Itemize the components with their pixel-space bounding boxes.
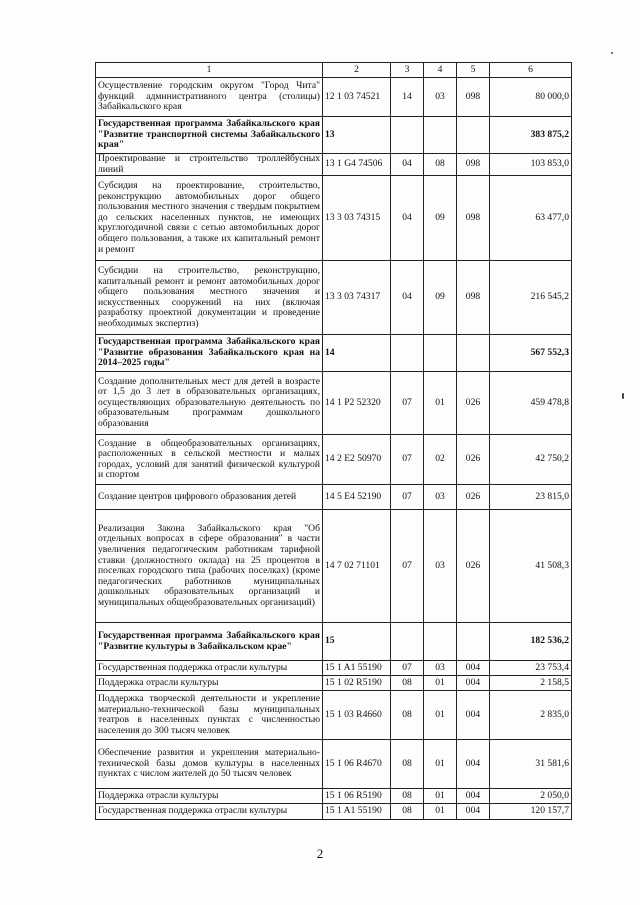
table-row [96, 435, 572, 485]
column-header: 2 [323, 63, 391, 78]
row-name-cell: Государственная программа Забайкальского края "Развитие культуры в Забайкальском крае" [96, 623, 323, 661]
row-amount-cell: 23 815,0 [490, 485, 572, 510]
row-code-cell: 14 [323, 335, 391, 372]
row-code-cell: 13 1 G4 74506 [323, 154, 391, 176]
row-subsection-cell [424, 335, 457, 372]
table-row [96, 740, 572, 789]
row-name-cell: Субсидия на проектирование, строительство, реконструкцию автомобильных дорог общего пользования местного значения с твердым покрытием до сельских населенных пунктов, не имеющих круглогодичной связи с сетью автомобильных дорог общего пользования, а также их капитальный ремонт и ремонт [96, 176, 323, 261]
row-code-cell: 13 3 03 74315 [323, 176, 391, 261]
row-code-cell: 15 1 06 R5190 [323, 789, 391, 804]
table-row [96, 176, 572, 261]
table-row [96, 804, 572, 820]
row-subsection-cell: 01 [424, 740, 457, 789]
row-subsection-cell [424, 117, 457, 154]
row-type-cell: 004 [457, 676, 490, 691]
table-row [96, 78, 572, 117]
row-subsection-cell [424, 623, 457, 661]
row-amount-cell: 383 875,2 [490, 117, 572, 154]
row-amount-cell: 2 835,0 [490, 691, 572, 740]
row-type-cell: 098 [457, 176, 490, 261]
table-row [96, 623, 572, 661]
row-section-cell: 04 [391, 154, 424, 176]
row-code-cell: 12 1 03 74521 [323, 78, 391, 117]
row-subsection-cell: 01 [424, 372, 457, 435]
table-row [96, 485, 572, 510]
table-row [96, 261, 572, 335]
row-amount-cell: 41 508,3 [490, 510, 572, 623]
row-code-cell: 15 1 06 R4670 [323, 740, 391, 789]
table-row [96, 676, 572, 691]
table-row [96, 691, 572, 740]
row-section-cell: 14 [391, 78, 424, 117]
row-code-cell: 15 1 A1 55190 [323, 661, 391, 676]
row-name-cell: Государственная поддержка отрасли культуры [96, 661, 323, 676]
row-code-cell: 15 1 A1 55190 [323, 804, 391, 820]
row-name-cell: Создание в общеобразовательных организациях, расположенных в сельской местности и малых городах, условий для занятий физической культурой и спортом [96, 435, 323, 485]
row-subsection-cell: 03 [424, 485, 457, 510]
table-row [96, 661, 572, 676]
row-name-cell: Поддержка отрасли культуры [96, 789, 323, 804]
row-amount-cell: 63 477,0 [490, 176, 572, 261]
row-subsection-cell: 01 [424, 691, 457, 740]
column-header: 6 [490, 63, 572, 78]
column-header: 1 [96, 63, 323, 78]
row-subsection-cell: 01 [424, 676, 457, 691]
row-code-cell: 15 1 03 R4660 [323, 691, 391, 740]
row-type-cell [457, 335, 490, 372]
row-subsection-cell: 01 [424, 789, 457, 804]
row-type-cell [457, 623, 490, 661]
row-code-cell: 14 1 P2 52320 [323, 372, 391, 435]
row-section-cell: 07 [391, 661, 424, 676]
row-type-cell: 004 [457, 804, 490, 820]
row-type-cell: 026 [457, 485, 490, 510]
column-header: 4 [424, 63, 457, 78]
table-row [96, 789, 572, 804]
row-amount-cell: 2 050,0 [490, 789, 572, 804]
row-section-cell: 07 [391, 485, 424, 510]
row-section-cell: 08 [391, 691, 424, 740]
row-code-cell: 15 1 02 R5190 [323, 676, 391, 691]
row-amount-cell: 120 157,7 [490, 804, 572, 820]
row-section-cell: 08 [391, 740, 424, 789]
row-subsection-cell: 09 [424, 261, 457, 335]
row-type-cell: 026 [457, 510, 490, 623]
row-type-cell: 004 [457, 740, 490, 789]
row-section-cell [391, 623, 424, 661]
row-amount-cell: 182 536,2 [490, 623, 572, 661]
row-subsection-cell: 03 [424, 661, 457, 676]
scan-speck [622, 393, 624, 399]
row-name-cell: Государственная программа Забайкальского края "Развитие транспортной системы Забайкальского края" [96, 117, 323, 154]
row-code-cell: 14 7 02 71101 [323, 510, 391, 623]
row-type-cell: 098 [457, 154, 490, 176]
row-name-cell: Поддержка творческой деятельности и укрепление материально-технической базы муниципальных театров в населенных пунктах с численностью населения до 300 тысяч человек [96, 691, 323, 740]
row-subsection-cell: 01 [424, 804, 457, 820]
row-code-cell: 14 2 E2 50970 [323, 435, 391, 485]
row-section-cell: 04 [391, 261, 424, 335]
table-body [96, 78, 572, 820]
row-name-cell: Реализация Закона Забайкальского края "Об отдельных вопросах в сфере образования" в части увеличения педагогическим работникам тарифной ставки (должностного оклада) на 25 процентов в поселках городского типа (рабочих поселках) (кроме педагогических работников муниципальных дошкольных образовательных организаций и муниципальных общеобразовательных организаций) [96, 510, 323, 623]
row-amount-cell: 31 581,6 [490, 740, 572, 789]
row-name-cell: Создание центров цифрового образования детей [96, 485, 323, 510]
row-type-cell: 026 [457, 372, 490, 435]
row-section-cell [391, 117, 424, 154]
row-type-cell: 004 [457, 661, 490, 676]
row-name-cell: Проектирование и строительство троллейбусных линий [96, 154, 323, 176]
row-type-cell [457, 117, 490, 154]
row-name-cell: Создание дополнительных мест для детей в возрасте от 1,5 до 3 лет в образовательных организациях, осуществляющих образовательную деятельность по образовательным программам дошкольного образования [96, 372, 323, 435]
page-number: 2 [316, 846, 324, 861]
row-name-cell: Обеспечение развития и укрепления материально-технической базы домов культуры в населенных пунктах с числом жителей до 50 тысяч человек [96, 740, 323, 789]
row-name-cell: Поддержка отрасли культуры [96, 676, 323, 691]
column-header: 3 [391, 63, 424, 78]
row-type-cell: 004 [457, 691, 490, 740]
row-subsection-cell: 03 [424, 510, 457, 623]
row-type-cell: 004 [457, 789, 490, 804]
row-section-cell: 08 [391, 676, 424, 691]
budget-table [95, 62, 572, 820]
row-code-cell: 14 5 E4 52190 [323, 485, 391, 510]
row-type-cell: 026 [457, 435, 490, 485]
row-type-cell: 098 [457, 78, 490, 117]
row-section-cell [391, 335, 424, 372]
row-amount-cell: 567 552,3 [490, 335, 572, 372]
row-amount-cell: 459 478,8 [490, 372, 572, 435]
row-section-cell: 04 [391, 176, 424, 261]
row-code-cell: 13 [323, 117, 391, 154]
row-subsection-cell: 08 [424, 154, 457, 176]
table-row [96, 510, 572, 623]
table-header-row [96, 63, 572, 78]
table-row [96, 335, 572, 372]
row-subsection-cell: 09 [424, 176, 457, 261]
row-section-cell: 07 [391, 372, 424, 435]
row-code-cell: 13 3 03 74317 [323, 261, 391, 335]
row-name-cell: Государственная программа Забайкальского края "Развитие образования Забайкальского края на 2014–2025 годы" [96, 335, 323, 372]
scan-speck [611, 52, 613, 54]
row-name-cell: Субсидии на строительство, реконструкцию, капитальный ремонт и ремонт автомобильных дорог общего пользования местного значения и искусственных сооружений на них (включая разработку проектной документации и проведение необходимых экспертиз) [96, 261, 323, 335]
table-row [96, 372, 572, 435]
row-section-cell: 07 [391, 510, 424, 623]
row-name-cell: Государственная поддержка отрасли культуры [96, 804, 323, 820]
row-subsection-cell: 03 [424, 78, 457, 117]
row-section-cell: 08 [391, 789, 424, 804]
row-amount-cell: 216 545,2 [490, 261, 572, 335]
row-section-cell: 08 [391, 804, 424, 820]
row-code-cell: 15 [323, 623, 391, 661]
row-subsection-cell: 02 [424, 435, 457, 485]
row-amount-cell: 23 753,4 [490, 661, 572, 676]
row-name-cell: Осуществление городским округом "Город Чита" функций административного центра (столицы) Забайкальского края [96, 78, 323, 117]
row-amount-cell: 2 158,5 [490, 676, 572, 691]
table-row [96, 117, 572, 154]
table-row [96, 154, 572, 176]
row-amount-cell: 80 000,0 [490, 78, 572, 117]
row-section-cell: 07 [391, 435, 424, 485]
row-type-cell: 098 [457, 261, 490, 335]
column-header: 5 [457, 63, 490, 78]
row-amount-cell: 103 853,0 [490, 154, 572, 176]
row-amount-cell: 42 750,2 [490, 435, 572, 485]
